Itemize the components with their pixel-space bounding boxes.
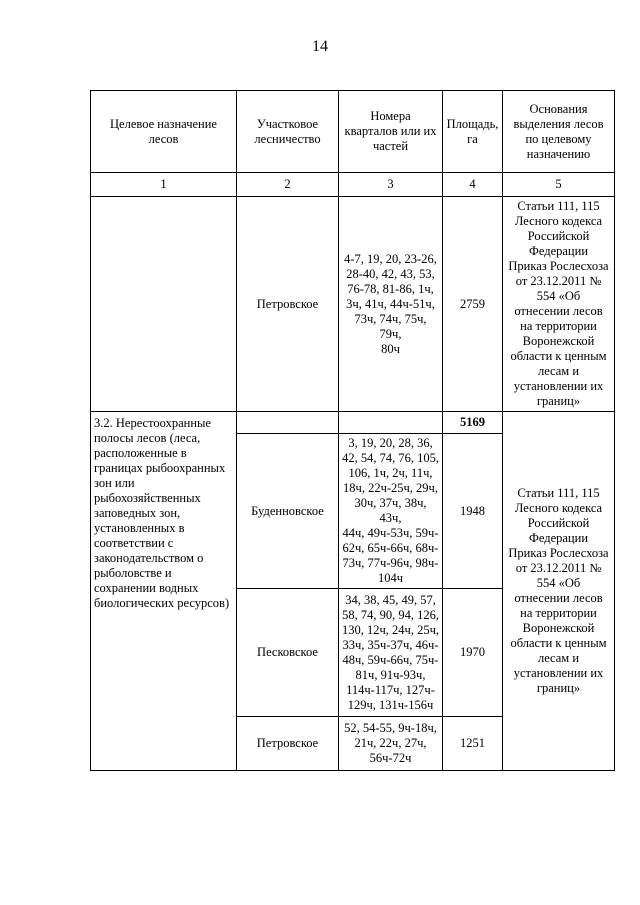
empty-purpose-cell bbox=[91, 197, 237, 412]
quarter-numbers: 4-7, 19, 20, 23-26, 28-40, 42, 43, 53, 76-78, 81-86, 1ч, 3ч, 41ч, 44ч-51ч, 73ч, 74ч, 75ч, 79ч, 80ч bbox=[339, 197, 443, 412]
group-total-area: 5169 bbox=[443, 412, 503, 434]
forestry-name: Петровское bbox=[237, 717, 339, 771]
forestry-name: Песковское bbox=[237, 589, 339, 717]
empty-forestry-cell bbox=[237, 412, 339, 434]
header-area: Площадь, га bbox=[443, 91, 503, 173]
column-number: 1 bbox=[91, 173, 237, 197]
header-basis: Основания выделения лесов по целевому назначению bbox=[503, 91, 615, 173]
basis-text: Статьи 111, 115 Лесного кодекса Российской Федерации Приказ Рослесхоза от 23.12.2011 № 554 «Об отнесении лесов на территории Воронежской области к ценным лесам и установлении их границ» bbox=[503, 197, 615, 412]
area-value: 1251 bbox=[443, 717, 503, 771]
area-value: 1948 bbox=[443, 434, 503, 589]
column-number: 4 bbox=[443, 173, 503, 197]
area-value: 1970 bbox=[443, 589, 503, 717]
quarter-numbers: 3, 19, 20, 28, 36, 42, 54, 74, 76, 105, 106, 1ч, 2ч, 11ч, 18ч, 22ч-25ч, 29ч, 30ч, 37ч, 38ч, 43ч, 44ч, 49ч-53ч, 59ч- 62ч, 65ч-66ч, 68ч- 73ч, 77ч-96ч, 98ч- 104ч bbox=[339, 434, 443, 589]
empty-quarters-cell bbox=[339, 412, 443, 434]
purpose-3-2: 3.2. Нерестоохранные полосы лесов (леса, расположенные в границах рыбоохранных зон или рыбохозяйственных заповедных зон, установленных в соответствии с законодательством о рыболовстве и сохранении водных биологических ресурсов) bbox=[91, 412, 237, 771]
page-number: 14 bbox=[312, 38, 328, 55]
header-purpose: Целевое назначение лесов bbox=[91, 91, 237, 173]
area-value: 2759 bbox=[443, 197, 503, 412]
forest-purpose-table bbox=[90, 90, 615, 771]
header-forestry: Участковое лесничество bbox=[237, 91, 339, 173]
column-number: 2 bbox=[237, 173, 339, 197]
header-row bbox=[91, 91, 615, 173]
column-number: 3 bbox=[339, 173, 443, 197]
quarter-numbers: 52, 54-55, 9ч-18ч, 21ч, 22ч, 27ч, 56ч-72ч bbox=[339, 717, 443, 771]
column-number: 5 bbox=[503, 173, 615, 197]
header-quarters: Номера кварталов или их частей bbox=[339, 91, 443, 173]
quarter-numbers: 34, 38, 45, 49, 57, 58, 74, 90, 94, 126, 130, 12ч, 24ч, 25ч, 33ч, 35ч-37ч, 46ч- 48ч, 59ч-66ч, 75ч- 81ч, 91ч-93ч, 114ч-117ч, 127ч- 129ч, 131ч-156ч bbox=[339, 589, 443, 717]
forestry-name: Буденновское bbox=[237, 434, 339, 589]
group-total-row bbox=[91, 412, 615, 434]
table-row bbox=[91, 197, 615, 412]
forestry-name: Петровское bbox=[237, 197, 339, 412]
basis-text: Статьи 111, 115 Лесного кодекса Российской Федерации Приказ Рослесхоза от 23.12.2011 № 554 «Об отнесении лесов на территории Воронежской области к ценным лесам и установлении их границ» bbox=[503, 412, 615, 771]
column-number-row bbox=[91, 173, 615, 197]
